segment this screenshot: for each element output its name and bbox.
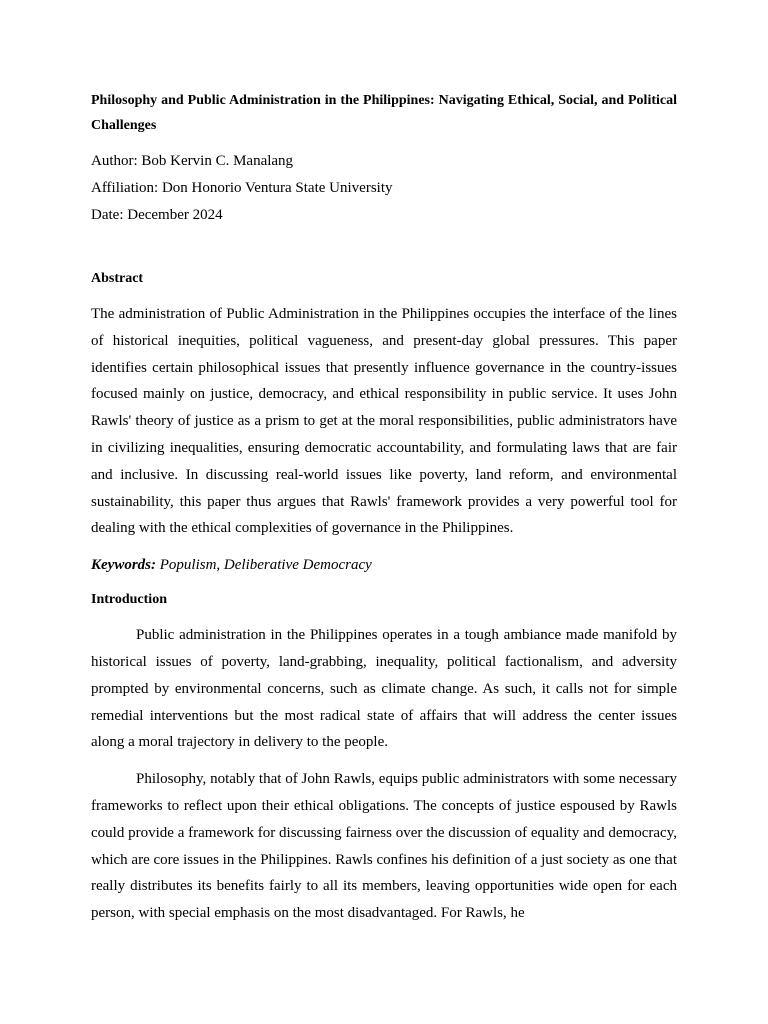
author-line: Author: Bob Kervin C. Manalang: [91, 153, 294, 169]
keywords-values: Populism, Deliberative Democracy: [156, 557, 372, 574]
document-page: [91, 88, 677, 937]
abstract-heading: Abstract: [91, 271, 144, 286]
keywords-line: [91, 552, 677, 578]
date-line: Date: December 2024: [91, 207, 223, 223]
affiliation-line: Affiliation: Don Honorio Ventura State University: [91, 180, 393, 196]
introduction-paragraph-1: Public administration in the Philippines operates in a tough ambiance made manifold by historical issues of poverty, land-grabbing, inequality, political factionalism, and adversity prompted by environmental concerns, such as climate change. As such, it calls not for simple remedial interventions but the most radical state of affairs that will address the center issues along a moral trajectory in delivery to the people.: [91, 627, 677, 751]
keywords-label: Keywords:: [91, 557, 156, 574]
abstract-body: The administration of Public Administration in the Philippines occupies the interface of the lines of historical inequities, political vagueness, and present-day global pressures. This paper identifies certain philosophical issues that presently influence governance in the country-issues focused mainly on justice, democracy, and ethical responsibility in public service. It uses John Rawls' theory of justice as a prism to get at the moral responsibilities, public administrators have in civilizing inequalities, ensuring democratic accountability, and formulating laws that are fair and inclusive. In discussing real-world issues like poverty, land reform, and environmental sustainability, this paper thus argues that Rawls' framework provides a very powerful tool for dealing with the ethical complexities of governance in the Philippines.: [91, 306, 677, 537]
paper-title: Philosophy and Public Administration in the Philippines: Navigating Ethical, Social, and Political Challenges: [91, 93, 677, 133]
introduction-heading: Introduction: [91, 592, 167, 608]
introduction-paragraph-2: Philosophy, notably that of John Rawls, equips public administrators with some necessary frameworks to reflect upon their ethical obligations. The concepts of justice espoused by Rawls could provide a framework for discussing fairness over the discussion of equality and democracy, which are core issues in the Philippines. Rawls confines his definition of a just society as one that really distributes its benefits fairly to all its members, leaving opportunities wide open for each person, with special emphasis on the most disadvantaged. For Rawls, he: [91, 771, 677, 922]
